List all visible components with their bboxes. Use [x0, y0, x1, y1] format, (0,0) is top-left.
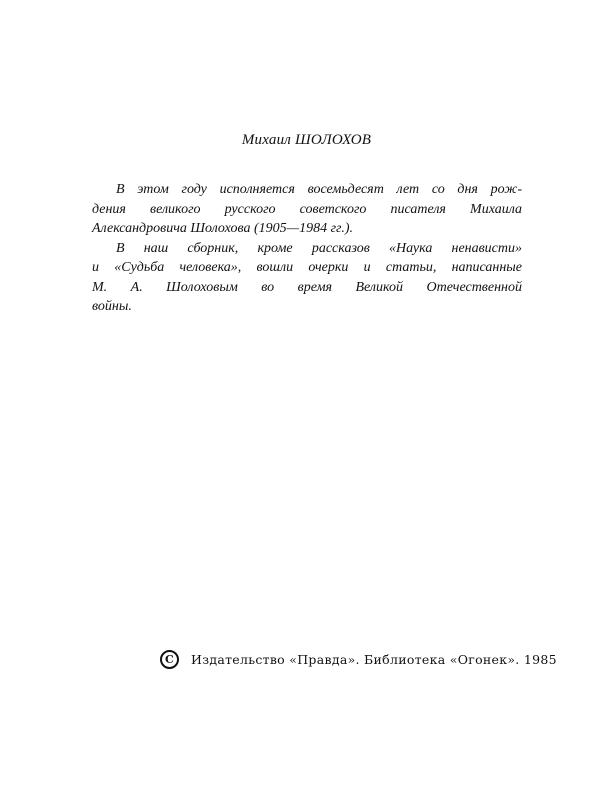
- intro-p1-line-3: Александровича Шолохова (1905—1984 гг.).: [92, 221, 353, 236]
- intro-p2-line-3: М. А. Шолоховым во время Великой Отечественной: [92, 279, 522, 295]
- author-name: Михаил ШОЛОХОВ: [241, 132, 372, 148]
- intro-p1-line-2: дения великого русского советского писателя Михаила: [92, 201, 522, 217]
- intro-p2-line-2: и «Судьба человека», вошли очерки и статьи, написанные: [92, 260, 522, 275]
- intro-p1-line-1: В этом году исполняется восемьдесят лет со дня рож-: [116, 182, 522, 197]
- copyright-icon: C: [160, 650, 179, 669]
- intro-p2-line-1: В наш сборник, кроме рассказов «Наука ненависти»: [116, 240, 522, 256]
- intro-p2-line-4: войны.: [92, 299, 132, 314]
- copyright-line: [160, 650, 557, 669]
- intro-text: [92, 180, 522, 317]
- copyright-text: Издательство «Правда». Библиотека «Огонек». 1985: [191, 652, 557, 667]
